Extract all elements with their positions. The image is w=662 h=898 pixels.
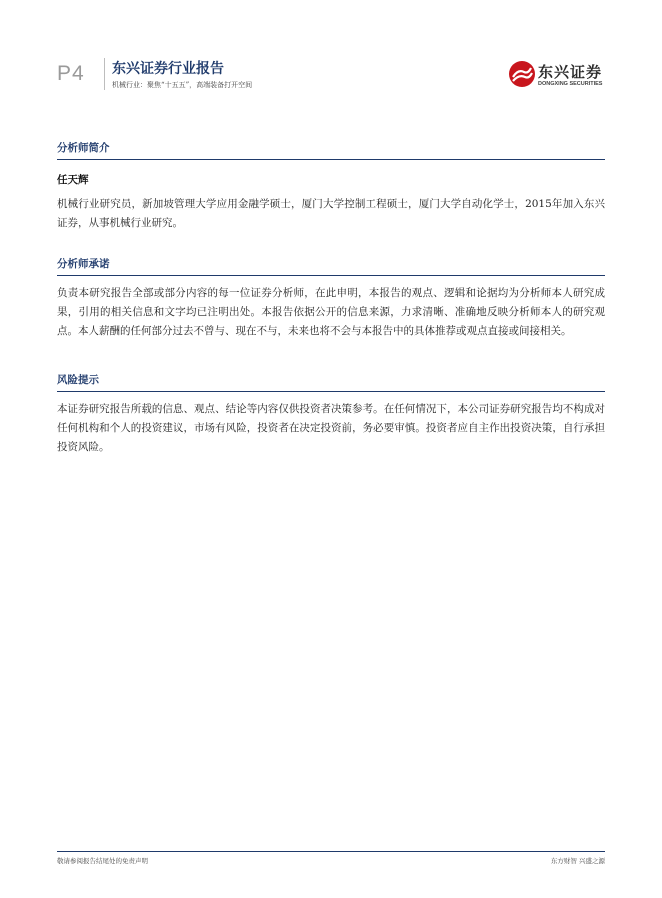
logo-english-text: DONGXING SECURITIES	[538, 81, 603, 87]
section-title-analyst-commitment: 分析师承诺	[57, 256, 605, 276]
logo-text: 东兴证券	[538, 63, 603, 81]
footer-slogan: 东方财智 兴盛之源	[550, 857, 605, 865]
section-title-analyst-intro: 分析师简介	[57, 140, 605, 160]
risk-notice-section	[57, 372, 605, 457]
page-header	[0, 0, 662, 100]
analyst-intro-section	[57, 140, 605, 233]
report-subtitle: 机械行业：聚焦“十五五”，高端装备打开空间	[112, 81, 253, 89]
risk-notice-text: 本证券研究报告所载的信息、观点、结论等内容仅供投资者决策参考。在任何情况下，本公司证券研究报告均不构成对任何机构和个人的投资建议，市场有风险，投资者在决定投资前，务必要审慎。投资者应自主作出投资决策，自行承担投资风险。	[57, 403, 605, 453]
company-logo	[508, 60, 608, 90]
header-divider	[104, 58, 105, 90]
footer-divider	[57, 851, 605, 852]
analyst-commitment-section	[57, 256, 605, 341]
logo-emblem-icon	[508, 60, 536, 88]
commitment-text: 负责本研究报告全部或部分内容的每一位证券分析师，在此申明，本报告的观点、逻辑和论据均为分析师本人研究成果，引用的相关信息和文字均已注明出处。本报告依据公开的信息来源，力求清晰、准确地反映分析师本人的研究观点。本人薪酬的任何部分过去不曾与、现在不与，未来也将不会与本报告中的具体推荐或观点直接或间接相关。	[57, 287, 605, 337]
analyst-name: 任天辉	[57, 174, 89, 186]
analyst-bio: 机械行业研究员，新加坡管理大学应用金融学硕士，厦门大学控制工程硕士，厦门大学自动化学士，2015年加入东兴证券，从事机械行业研究。	[57, 198, 605, 229]
page-number: P4	[57, 62, 85, 85]
footer-disclaimer-note: 敬请参阅报告结尾处的免责声明	[57, 857, 148, 865]
report-title: 东兴证券行业报告	[112, 61, 224, 77]
section-title-risk-notice: 风险提示	[57, 372, 605, 392]
